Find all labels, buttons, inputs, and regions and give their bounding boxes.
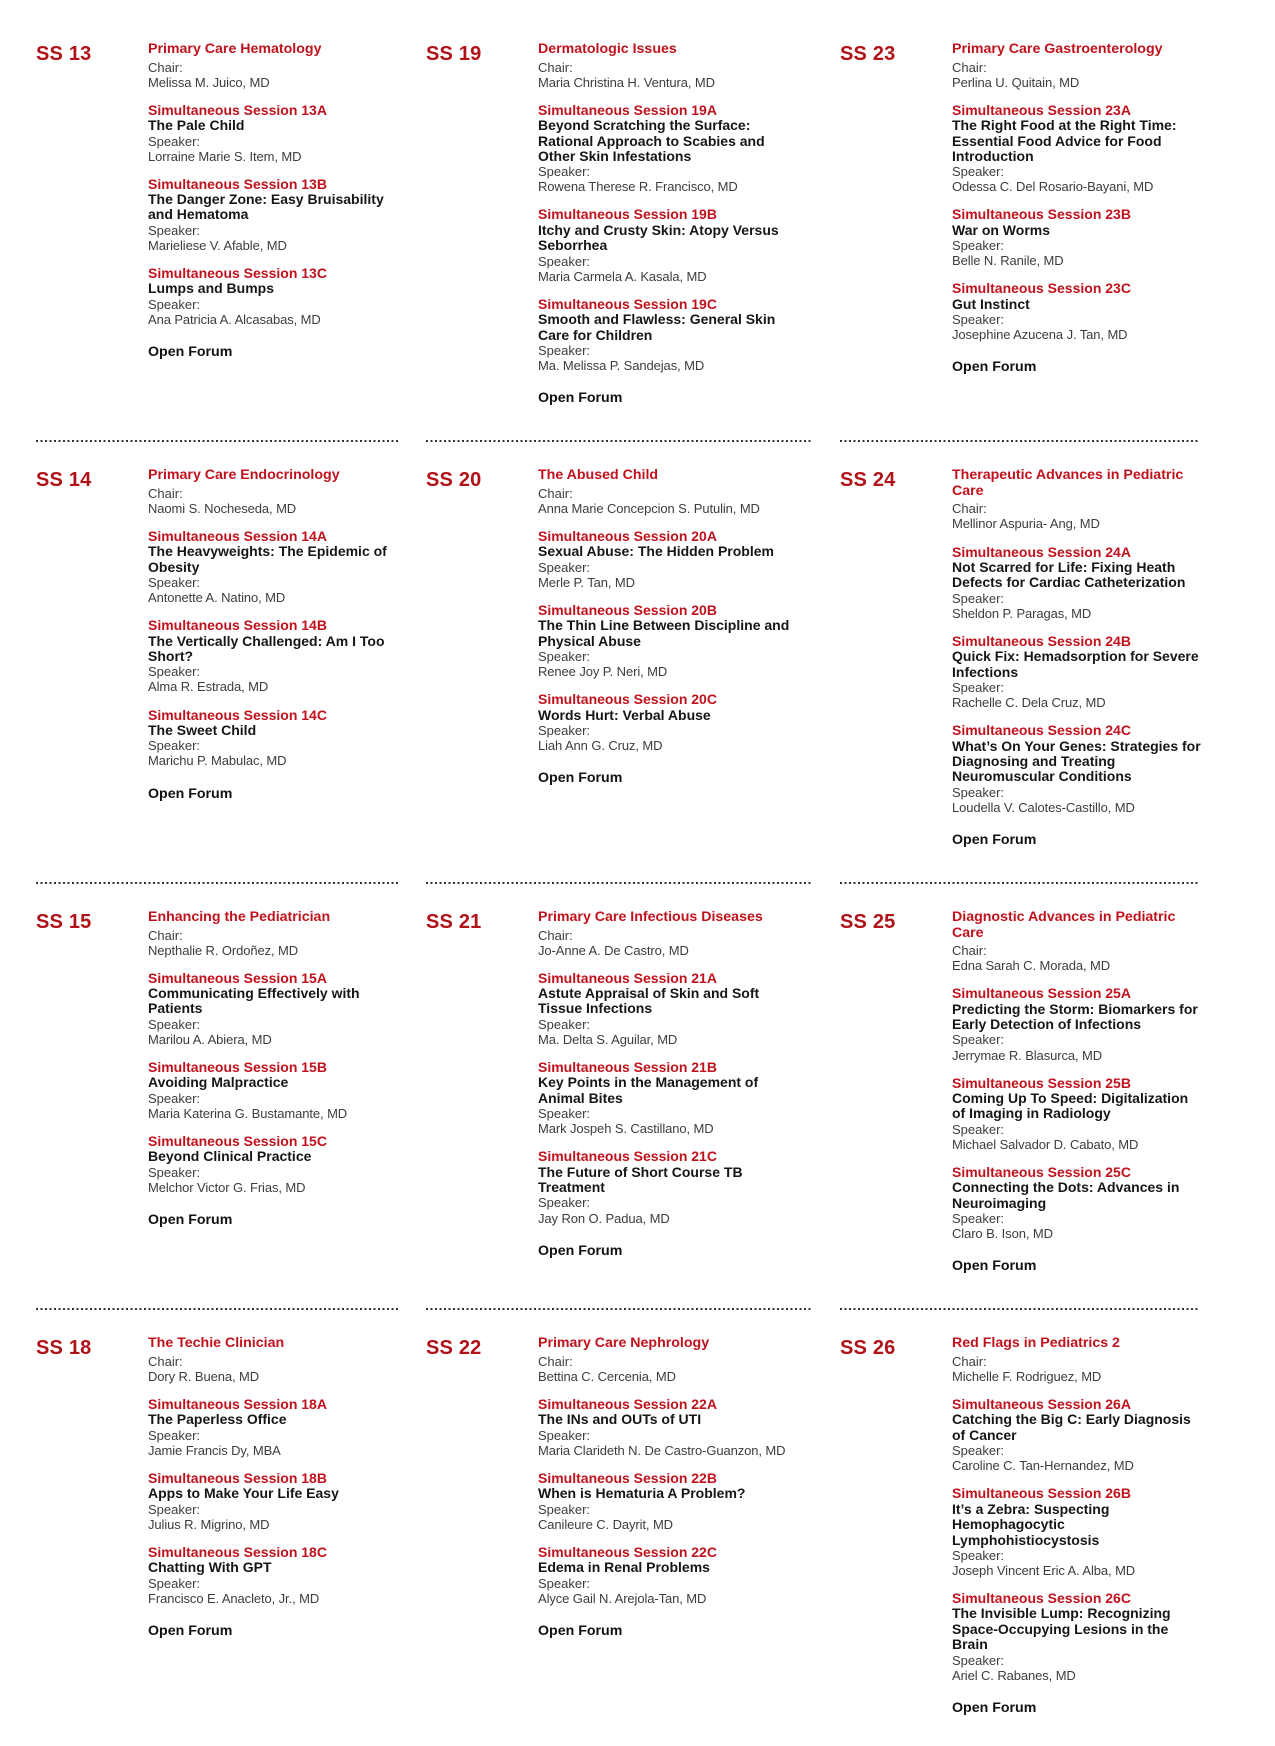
speaker-label: Speaker:	[538, 722, 591, 738]
subsession-header: Simultaneous Session 18B	[148, 1469, 327, 1486]
open-forum-label: Open Forum	[148, 1622, 233, 1639]
speaker-name: Ma. Melissa P. Sandejas, MD	[538, 358, 705, 374]
speaker-label: Speaker:	[952, 680, 1005, 696]
chair-name: Naomi S. Nocheseda, MD	[148, 500, 297, 516]
subsession	[538, 603, 792, 679]
column-divider	[36, 882, 398, 884]
speaker-label: Speaker:	[952, 238, 1005, 254]
subsession-title: Edema in Renal Problems	[538, 1559, 710, 1576]
subsession-header: Simultaneous Session 13C	[148, 265, 327, 282]
chair-label: Chair:	[952, 943, 987, 959]
session-title: Primary Care Infectious Diseases	[538, 908, 763, 925]
column-divider	[840, 1308, 1198, 1310]
speaker-label: Speaker:	[952, 1211, 1005, 1227]
session-title: Primary Care Hematology	[148, 41, 322, 57]
subsession-header: Simultaneous Session 26A	[952, 1396, 1131, 1413]
speaker-label: Speaker:	[148, 1016, 201, 1032]
subsession-header: Simultaneous Session 14B	[148, 617, 327, 634]
speaker-name: Caroline C. Tan-Hernandez, MD	[952, 1458, 1134, 1474]
session-number: SS 20	[426, 469, 482, 492]
session-title: Primary Care Gastroenterology	[952, 41, 1163, 57]
subsession-header: Simultaneous Session 19C	[538, 295, 717, 312]
session-title: Primary Care Endocrinology	[148, 467, 340, 484]
speaker-name: Marieliese V. Afable, MD	[148, 237, 287, 253]
subsession-header: Simultaneous Session 21C	[538, 1148, 717, 1165]
speaker-label: Speaker:	[148, 738, 201, 754]
open-forum-label: Open Forum	[538, 1622, 623, 1639]
subsession-header: Simultaneous Session 20C	[538, 691, 717, 708]
subsession	[952, 986, 1204, 1062]
session-number: SS 21	[426, 910, 482, 933]
speaker-name: Rachelle C. Dela Cruz, MD	[952, 695, 1106, 711]
subsession-title: It’s a Zebra: Suspecting Hemophagocytic Lymphohistiocystosis	[952, 1500, 1110, 1548]
chair-label: Chair:	[538, 1353, 573, 1369]
chair-label: Chair:	[148, 485, 183, 501]
subsession-header: Simultaneous Session 24C	[952, 722, 1131, 739]
session-content	[538, 42, 792, 406]
speaker-label: Speaker:	[148, 664, 201, 680]
speaker-label: Speaker:	[538, 649, 591, 665]
subsession-header: Simultaneous Session 20A	[538, 527, 717, 544]
subsession-header: Simultaneous Session 23A	[952, 101, 1131, 118]
subsession-title: Catching the Big C: Early Diagnosis of Cancer	[952, 1411, 1191, 1443]
session-number: SS 25	[840, 910, 896, 933]
speaker-label: Speaker:	[148, 575, 201, 591]
subsession	[538, 103, 792, 195]
subsession-header: Simultaneous Session 21B	[538, 1058, 717, 1075]
speaker-label: Speaker:	[538, 1106, 591, 1122]
session-title: Enhancing the Pediatrician	[148, 908, 331, 925]
session-title: The Techie Clinician	[148, 1335, 285, 1352]
speaker-label: Speaker:	[148, 222, 201, 238]
column-divider	[426, 1308, 812, 1310]
subsession-title: Words Hurt: Verbal Abuse	[538, 706, 711, 723]
subsession-title: When is Hematuria A Problem?	[538, 1485, 746, 1502]
subsession-header: Simultaneous Session 15B	[148, 1058, 327, 1075]
speaker-name: Renee Joy P. Neri, MD	[538, 664, 668, 680]
open-forum-label: Open Forum	[148, 343, 233, 360]
subsession	[538, 971, 792, 1047]
session-number: SS 15	[36, 910, 92, 933]
subsession	[538, 692, 792, 753]
subsession-header: Simultaneous Session 21A	[538, 969, 717, 986]
subsession-header: Simultaneous Session 19B	[538, 206, 717, 223]
subsession-title: The Paperless Office	[148, 1411, 287, 1428]
speaker-name: Maria Clarideth N. De Castro-Guanzon, MD	[538, 1442, 786, 1458]
speaker-name: Belle N. Ranile, MD	[952, 253, 1064, 269]
session-block-ss22	[426, 1336, 818, 1746]
speaker-name: Mark Jospeh S. Castillano, MD	[538, 1121, 714, 1137]
session-content	[148, 1336, 402, 1639]
subsession-title: Not Scarred for Life: Fixing Heath Defects for Cardiac Catheterization	[952, 558, 1186, 591]
speaker-name: Merle P. Tan, MD	[538, 574, 635, 590]
subsession-header: Simultaneous Session 25C	[952, 1163, 1131, 1180]
subsession	[538, 1060, 792, 1136]
subsession	[538, 297, 792, 373]
subsession-title: The Heavyweights: The Epidemic of Obesity	[148, 543, 387, 575]
open-forum-label: Open Forum	[952, 1258, 1037, 1275]
speaker-label: Speaker:	[538, 1575, 591, 1591]
subsession-title: Communicating Effectively with Patients	[148, 985, 360, 1017]
subsession-header: Simultaneous Session 23C	[952, 280, 1131, 297]
session-block-ss26	[840, 1336, 1204, 1746]
speaker-label: Speaker:	[952, 1121, 1005, 1137]
column-divider	[840, 440, 1198, 442]
subsession-title: The Thin Line Between Discipline and Physical Abuse	[538, 617, 790, 649]
open-forum-label: Open Forum	[952, 831, 1037, 848]
subsession-title: Connecting the Dots: Advances in Neuroimaging	[952, 1179, 1180, 1211]
subsession	[952, 207, 1204, 268]
subsession-title: The Vertically Challenged: Am I Too Short?	[148, 632, 385, 665]
subsession	[148, 1134, 402, 1195]
subsession-header: Simultaneous Session 24B	[952, 632, 1131, 649]
subsession-title: Key Points in the Management of Animal Bites	[538, 1074, 759, 1106]
chair-label: Chair:	[952, 501, 987, 517]
subsession	[148, 103, 402, 164]
speaker-name: Maria Carmela A. Kasala, MD	[538, 268, 707, 284]
subsession-header: Simultaneous Session 22B	[538, 1469, 717, 1486]
open-forum-label: Open Forum	[148, 785, 233, 802]
session-number: SS 13	[36, 43, 92, 65]
speaker-name: Sheldon P. Paragas, MD	[952, 605, 1092, 621]
subsession-title: The Right Food at the Right Time: Essential Food Advice for Food Introduction	[952, 117, 1177, 164]
speaker-name: Jamie Francis Dy, MBA	[148, 1442, 281, 1458]
session-title: The Abused Child	[538, 467, 659, 484]
subsession-title: Avoiding Malpractice	[148, 1074, 289, 1091]
session-block-ss15	[36, 910, 404, 1304]
session-number: SS 22	[426, 1337, 482, 1360]
subsession-header: Simultaneous Session 22C	[538, 1543, 717, 1560]
subsession-title: Sexual Abuse: The Hidden Problem	[538, 543, 774, 560]
session-title: Therapeutic Advances in Pediatric Care	[952, 467, 1184, 499]
subsession	[952, 1397, 1204, 1473]
subsession-title: The Sweet Child	[148, 721, 257, 738]
subsession-title: Predicting the Storm: Biomarkers for Early Detection of Infections	[952, 1000, 1198, 1033]
subsession-title: The Future of Short Course TB Treatment	[538, 1163, 743, 1196]
speaker-name: Josephine Azucena J. Tan, MD	[952, 327, 1128, 343]
subsession-title: Chatting With GPT	[148, 1559, 272, 1576]
subsession	[148, 971, 402, 1047]
subsession	[538, 1149, 792, 1225]
subsession	[538, 529, 792, 590]
speaker-label: Speaker:	[952, 164, 1005, 180]
subsession-header: Simultaneous Session 18C	[148, 1543, 327, 1560]
subsession	[952, 281, 1204, 342]
column-divider	[426, 882, 812, 884]
speaker-label: Speaker:	[538, 164, 591, 180]
subsession	[538, 1397, 792, 1458]
session-block-ss25	[840, 910, 1204, 1304]
session-block-ss14	[36, 468, 404, 878]
subsession-title: Gut Instinct	[952, 295, 1030, 312]
subsession-header: Simultaneous Session 15A	[148, 969, 327, 986]
session-number: SS 19	[426, 43, 482, 65]
chair-name: Bettina C. Cercenia, MD	[538, 1368, 676, 1384]
session-number: SS 26	[840, 1337, 896, 1360]
speaker-name: Jerrymae R. Blasurca, MD	[952, 1047, 1103, 1063]
speaker-name: Alyce Gail N. Arejola-Tan, MD	[538, 1590, 707, 1606]
subsession-title: Beyond Clinical Practice	[148, 1148, 312, 1165]
subsession	[952, 1076, 1204, 1152]
subsession	[148, 708, 402, 769]
subsession-header: Simultaneous Session 26C	[952, 1590, 1131, 1607]
chair-name: Michelle F. Rodriguez, MD	[952, 1368, 1102, 1384]
subsession-title: Apps to Make Your Life Easy	[148, 1485, 339, 1502]
chair-label: Chair:	[148, 1353, 183, 1369]
subsession	[148, 1397, 402, 1458]
subsession-title: The Danger Zone: Easy Bruisability and Hematoma	[148, 191, 384, 223]
subsession	[952, 545, 1204, 621]
speaker-label: Speaker:	[952, 312, 1005, 328]
chair-label: Chair:	[538, 59, 573, 75]
subsession-title: Smooth and Flawless: General Skin Care for Children	[538, 311, 776, 343]
subsession-header: Simultaneous Session 14C	[148, 706, 327, 723]
session-block-ss18	[36, 1336, 404, 1746]
speaker-name: Odessa C. Del Rosario-Bayani, MD	[952, 179, 1154, 195]
session-title: Diagnostic Advances in Pediatric Care	[952, 908, 1176, 941]
speaker-name: Francisco E. Anacleto, Jr., MD	[148, 1590, 320, 1606]
speaker-name: Loudella V. Calotes-Castillo, MD	[952, 799, 1135, 815]
session-title: Dermatologic Issues	[538, 41, 677, 57]
speaker-label: Speaker:	[148, 133, 201, 149]
subsession	[148, 1471, 402, 1532]
speaker-name: Maria Katerina G. Bustamante, MD	[148, 1105, 348, 1121]
speaker-name: Canileure C. Dayrit, MD	[538, 1516, 673, 1532]
column-divider	[36, 1308, 398, 1310]
speaker-label: Speaker:	[538, 253, 591, 269]
speaker-label: Speaker:	[148, 1501, 201, 1517]
subsession-title: The INs and OUTs of UTI	[538, 1411, 702, 1428]
chair-name: Perlina U. Quitain, MD	[952, 74, 1080, 90]
speaker-name: Lorraine Marie S. Item, MD	[148, 148, 302, 164]
session-number: SS 23	[840, 43, 896, 65]
subsession	[952, 1486, 1204, 1578]
subsession-title: What’s On Your Genes: Strategies for Diagnosing and Treating Neuromuscular Conditions	[952, 737, 1201, 785]
session-number: SS 24	[840, 469, 896, 492]
subsession	[148, 177, 402, 253]
speaker-name: Ana Patricia A. Alcasabas, MD	[148, 311, 321, 327]
subsession	[148, 266, 402, 327]
subsession-header: Simultaneous Session 13B	[148, 175, 327, 192]
open-forum-label: Open Forum	[538, 390, 623, 407]
subsession-header: Simultaneous Session 19A	[538, 101, 717, 118]
speaker-name: Liah Ann G. Cruz, MD	[538, 738, 663, 754]
speaker-label: Speaker:	[538, 1016, 591, 1032]
session-number: SS 18	[36, 1337, 92, 1360]
chair-name: Jo-Anne A. De Castro, MD	[538, 942, 689, 958]
subsession-header: Simultaneous Session 24A	[952, 543, 1131, 560]
subsession-title: Itchy and Crusty Skin: Atopy Versus Seborrhea	[538, 221, 779, 254]
subsession-title: Astute Appraisal of Skin and Soft Tissue Infections	[538, 985, 760, 1017]
open-forum-label: Open Forum	[148, 1211, 233, 1228]
chair-name: Dory R. Buena, MD	[148, 1368, 260, 1384]
speaker-label: Speaker:	[538, 1501, 591, 1517]
open-forum-label: Open Forum	[538, 770, 623, 787]
speaker-label: Speaker:	[952, 1443, 1005, 1459]
chair-name: Nepthalie R. Ordoñez, MD	[148, 942, 299, 958]
session-content	[952, 42, 1204, 375]
speaker-label: Speaker:	[538, 1427, 591, 1443]
speaker-label: Speaker:	[538, 342, 591, 358]
chair-label: Chair:	[538, 927, 573, 943]
chair-name: Maria Christina H. Ventura, MD	[538, 74, 715, 90]
subsession	[952, 1165, 1204, 1241]
speaker-name: Rowena Therese R. Francisco, MD	[538, 179, 738, 195]
subsession	[538, 1471, 792, 1532]
speaker-name: Antonette A. Natino, MD	[148, 590, 286, 606]
subsession-title: Beyond Scratching the Surface: Rational Approach to Scabies and Other Skin Infestations	[538, 117, 765, 164]
subsession	[952, 634, 1204, 710]
speaker-name: Marilou A. Abiera, MD	[148, 1031, 272, 1047]
subsession	[148, 1545, 402, 1606]
session-content	[952, 910, 1204, 1274]
subsession-header: Simultaneous Session 23B	[952, 206, 1131, 223]
speaker-label: Speaker:	[538, 1195, 591, 1211]
speaker-label: Speaker:	[148, 1427, 201, 1443]
subsession-header: Simultaneous Session 25A	[952, 985, 1131, 1002]
subsession	[538, 1545, 792, 1606]
speaker-name: Joseph Vincent Eric A. Alba, MD	[952, 1562, 1136, 1578]
session-content	[538, 910, 792, 1259]
speaker-label: Speaker:	[538, 559, 591, 575]
subsession-header: Simultaneous Session 13A	[148, 101, 327, 118]
column-divider	[426, 440, 812, 442]
subsession	[148, 1060, 402, 1121]
session-content	[148, 910, 402, 1228]
chair-label: Chair:	[952, 1353, 987, 1369]
subsession-title: Lumps and Bumps	[148, 280, 275, 297]
speaker-label: Speaker:	[148, 1090, 201, 1106]
open-forum-label: Open Forum	[952, 1699, 1037, 1716]
session-block-ss20	[426, 468, 818, 878]
column-divider	[36, 440, 398, 442]
speaker-name: Ma. Delta S. Aguilar, MD	[538, 1031, 678, 1047]
subsession	[952, 723, 1204, 815]
speaker-name: Ariel C. Rabanes, MD	[952, 1667, 1076, 1683]
session-block-ss19	[426, 42, 818, 436]
subsession-title: Coming Up To Speed: Digitalization of Imaging in Radiology	[952, 1089, 1189, 1122]
session-block-ss21	[426, 910, 818, 1304]
speaker-name: Melchor Victor G. Frias, MD	[148, 1179, 306, 1195]
chair-name: Melissa M. Juico, MD	[148, 74, 270, 90]
chair-label: Chair:	[952, 59, 987, 75]
session-content	[952, 1336, 1204, 1716]
open-forum-label: Open Forum	[952, 359, 1037, 376]
subsession-header: Simultaneous Session 15C	[148, 1132, 327, 1149]
chair-name: Mellinor Aspuria- Ang, MD	[952, 516, 1100, 532]
speaker-name: Marichu P. Mabulac, MD	[148, 753, 287, 769]
chair-label: Chair:	[148, 59, 183, 75]
speaker-label: Speaker:	[952, 1032, 1005, 1048]
subsession-title: The Invisible Lump: Recognizing Space-Occupying Lesions in the Brain	[952, 1605, 1171, 1653]
subsession	[538, 207, 792, 283]
session-title: Red Flags in Pediatrics 2	[952, 1335, 1120, 1352]
subsession-header: Simultaneous Session 18A	[148, 1396, 327, 1413]
subsession	[148, 618, 402, 694]
subsession-header: Simultaneous Session 14A	[148, 527, 327, 544]
subsession-title: Quick Fix: Hemadsorption for Severe Infections	[952, 648, 1199, 680]
session-content	[952, 468, 1204, 848]
session-number: SS 14	[36, 469, 92, 492]
speaker-label: Speaker:	[148, 296, 201, 312]
chair-name: Anna Marie Concepcion S. Putulin, MD	[538, 500, 760, 516]
speaker-name: Michael Salvador D. Cabato, MD	[952, 1136, 1139, 1152]
subsession	[952, 1591, 1204, 1683]
speaker-label: Speaker:	[952, 1547, 1005, 1563]
speaker-name: Jay Ron O. Padua, MD	[538, 1210, 670, 1226]
session-block-ss24	[840, 468, 1204, 878]
session-content	[148, 42, 402, 360]
speaker-label: Speaker:	[952, 784, 1005, 800]
subsession	[952, 103, 1204, 195]
subsession-title: War on Worms	[952, 221, 1051, 238]
subsession-header: Simultaneous Session 22A	[538, 1396, 717, 1413]
open-forum-label: Open Forum	[538, 1242, 623, 1259]
subsession	[148, 529, 402, 605]
speaker-label: Speaker:	[952, 590, 1005, 606]
session-title: Primary Care Nephrology	[538, 1335, 710, 1352]
session-content	[538, 468, 792, 786]
subsession-title: The Pale Child	[148, 117, 245, 134]
session-block-ss23	[840, 42, 1204, 436]
speaker-label: Speaker:	[148, 1164, 201, 1180]
session-content	[148, 468, 402, 801]
chair-label: Chair:	[538, 485, 573, 501]
speaker-name: Claro B. Ison, MD	[952, 1226, 1053, 1242]
speaker-name: Alma R. Estrada, MD	[148, 679, 269, 695]
subsession-header: Simultaneous Session 26B	[952, 1485, 1131, 1502]
speaker-name: Julius R. Migrino, MD	[148, 1516, 270, 1532]
speaker-label: Speaker:	[952, 1652, 1005, 1668]
speaker-label: Speaker:	[148, 1575, 201, 1591]
column-divider	[840, 882, 1198, 884]
subsession-header: Simultaneous Session 20B	[538, 601, 717, 618]
chair-label: Chair:	[148, 927, 183, 943]
session-content	[538, 1336, 792, 1639]
session-block-ss13	[36, 42, 404, 436]
chair-name: Edna Sarah C. Morada, MD	[952, 958, 1111, 974]
subsession-header: Simultaneous Session 25B	[952, 1074, 1131, 1091]
